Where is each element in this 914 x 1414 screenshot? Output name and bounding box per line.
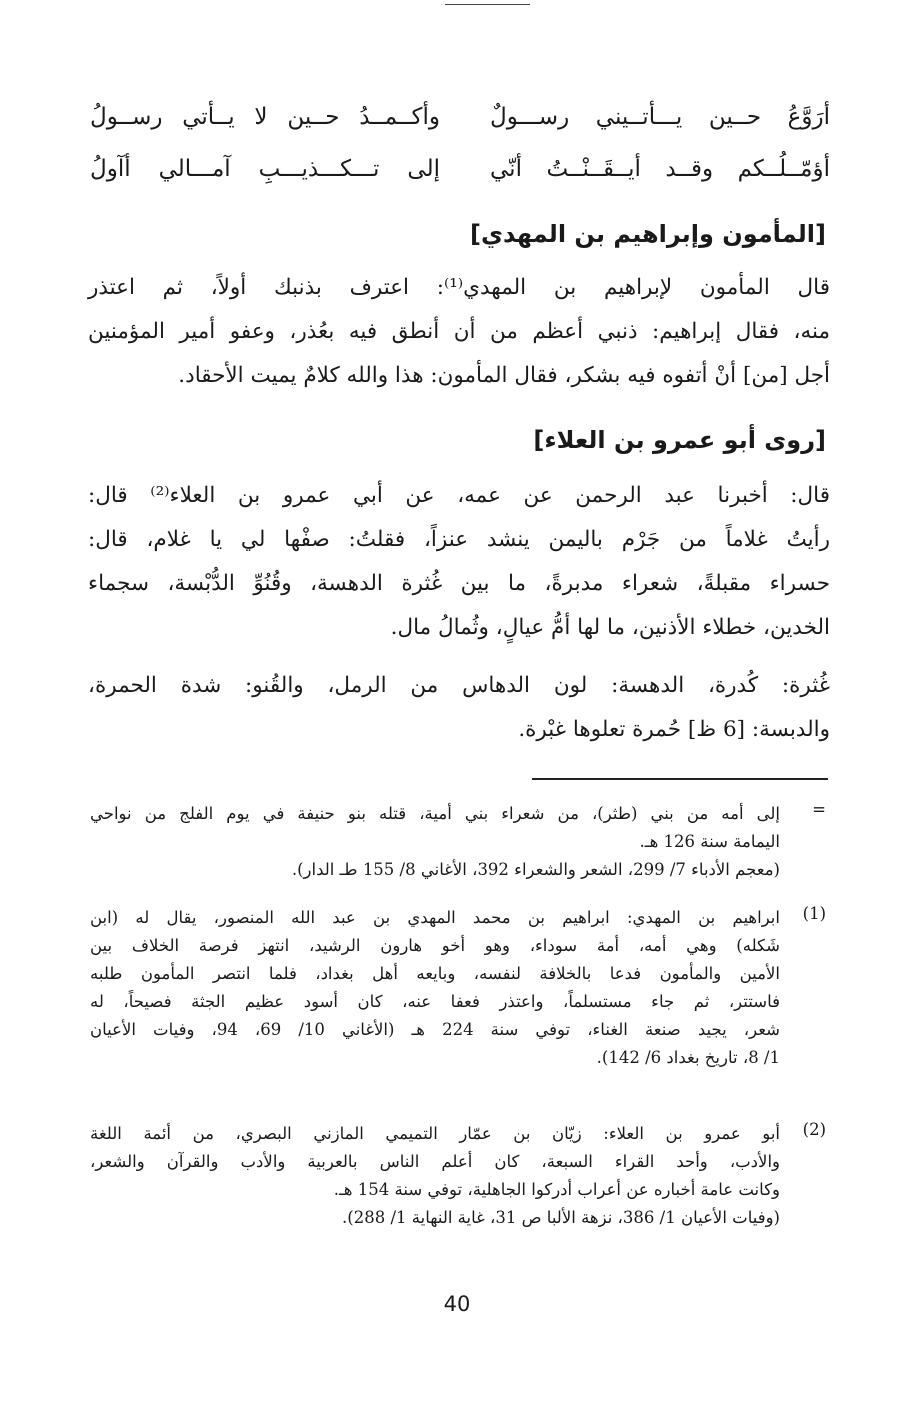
top-rule: [445, 4, 530, 5]
text-line: منه، فقال إبراهيم: ذنبي أعظم من أن أنطق فيه بعُذر، وعفو أمير المؤمنين: [88, 319, 830, 344]
text-line: قال: أخبرنا عبد الرحمن عن عمه، عن أبي عمرو بن العلاء⁽²⁾ قال:: [88, 483, 830, 508]
footnote-1-mark: (1): [802, 904, 826, 923]
verse-2-second-hemistich: إلى تـــكـــذيـــبِ آمـــالي أآولُ: [90, 156, 440, 182]
footnote-line: اليمامة سنة 126 هـ.: [639, 832, 780, 851]
text-line: والدبسة: [6 ظ] حُمرة تعلوها غبْرة.: [518, 717, 830, 742]
footnote-line: شعر، يجيد صنعة الغناء، توفي سنة 224 هـ (الأغاني 10/ 69، 94، وفيات الأعيان: [90, 1020, 781, 1039]
footnote-line: أبو عمرو بن العلاء: زيّان بن عمّار التميمي المازني البصري، من أئمة اللغة: [90, 1124, 780, 1143]
footnote-line: إلى أمه من بني (طثر)، من شعراء بني أمية، قتله بنو حنيفة في يوم الفلج من نواحي: [90, 804, 780, 823]
verse-line-2: [90, 156, 830, 206]
section-heading-mamun: [المأمون وإبراهيم بن المهدي]: [470, 220, 826, 248]
footnote-continued: [90, 800, 780, 884]
text-line: حسراء مقبلةً، شعراء مدبرةً، ما بين غُثرة الدهسة، وقُنُوِّ الدُّبْسة، سجماء: [88, 571, 830, 596]
paragraph-mamun: [88, 266, 830, 398]
footnote-separator: [532, 778, 828, 780]
verse-1-first-hemistich: أرَوَّعُ حــين يـــأتــيني رســـولٌ: [490, 104, 830, 130]
footnote-line: 1/ 8، تاريخ بغداد 6/ 142).: [596, 1048, 780, 1067]
text-line: رأيتُ غلاماً من جَرْم باليمن ينشد عنزاً، فقلتُ: صفْها لي يا غلام، قال:: [88, 527, 830, 552]
footnote-line: شَكله) وهي أمه، أمة سوداء، وهو أخو هارون الرشيد، انتهز فرصة الخلاف بين: [90, 936, 780, 955]
verse-line-1: [90, 104, 830, 154]
footnote-2: [90, 1120, 780, 1232]
paragraph-gloss: [88, 664, 830, 752]
paragraph-abu-amr: [88, 474, 830, 650]
footnote-continued-mark: =: [812, 800, 826, 819]
section-heading-abu-amr: [روى أبو عمرو بن العلاء]: [533, 426, 826, 454]
verse-2-first-hemistich: أؤمّــلُــكم وقــد أيــقَــنْــتُ أنّي: [490, 156, 830, 182]
footnote-line: فاستتر، ثم جاء مستسلماً، واعتذر فعفا عنه، كان أسود عظيم الجثة فصيحاً، له: [90, 992, 780, 1011]
footnote-line: ابراهيم بن المهدي: ابراهيم بن محمد المهدي بن عبد الله المنصور، يقال له (ابن: [90, 908, 780, 927]
footnote-line: (معجم الأدباء 7/ 299، الشعر والشعراء 392، الأغاني 8/ 155 طـ الدار).: [291, 860, 780, 879]
verse-1-second-hemistich: وأكــمــدُ حــين لا يــأتي رســولُ: [90, 104, 440, 130]
footnote-1: [90, 904, 780, 1072]
footnote-line: والأدب، وأحد القراء السبعة، كان أعلم الناس بالعربية والأدب والقرآن والشعر،: [90, 1152, 780, 1171]
footnote-line: وكانت عامة أخباره عن أعراب أدركوا الجاهلية، توفي سنة 154 هـ.: [333, 1180, 780, 1199]
footnote-2-mark: (2): [802, 1120, 826, 1139]
footnote-line: (وفيات الأعيان 1/ 386، نزهة الألبا ص 31، غاية النهاية 1/ 288).: [342, 1208, 780, 1227]
text-line: أجل [من] أنْ أتفوه فيه بشكر، فقال المأمون: هذا والله كلامٌ يميت الأحقاد.: [178, 363, 830, 388]
text-line: الخدين، خطلاء الأذنين، ما لها أمُّ عيالٍ، وثُمالُ مال.: [390, 615, 830, 640]
text-line: غُثرة: كُدرة، الدهسة: لون الدهاس من الرمل، والقُنو: شدة الحمرة،: [88, 673, 830, 698]
text-line: قال المأمون لإبراهيم بن المهدي⁽¹⁾: اعترف بذنبك أولاً، ثم اعتذر: [88, 275, 830, 300]
footnote-line: الأمين والمأمون فدعا بالخلافة لنفسه، وبايعه أهل بغداد، فلما انتصر المأمون طلبه: [90, 964, 780, 983]
page-number: 40: [443, 1292, 471, 1316]
